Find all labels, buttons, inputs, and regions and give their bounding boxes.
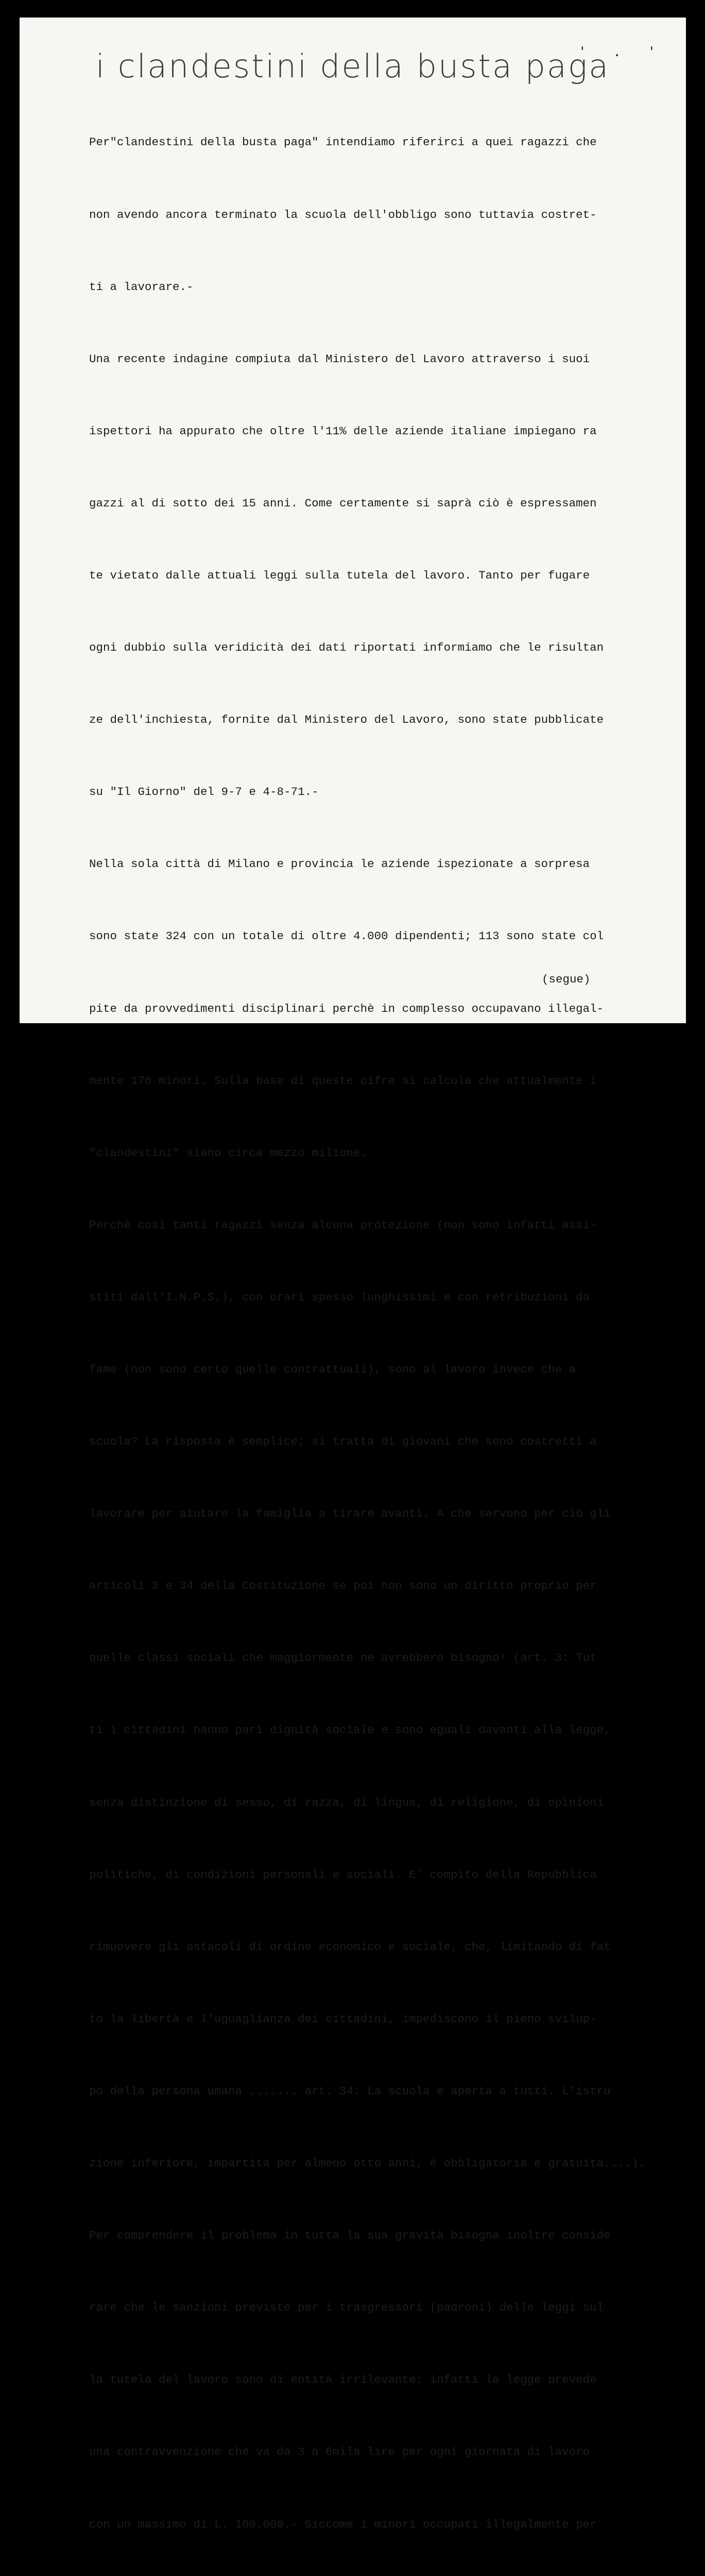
text-line: senza distinzione di sesso, di razza, di lingua, di religione, di opinioni xyxy=(89,1795,604,1809)
text-line: Una recente indagine compiuta dal Ministero del Lavoro attraverso i suoi xyxy=(89,352,590,366)
text-line: articoli 3 e 34 della Costituzione se poi non sono un diritto proprio per xyxy=(89,1579,597,1593)
corner-marks: ' . ' xyxy=(578,44,665,60)
text-line: gazzi al di sotto dei 15 anni. Come certamente si saprà ciò è espressamen xyxy=(89,496,597,510)
text-line: mente 176 minori. Sulla base di queste cifre si calcola che attualmente i xyxy=(89,1074,597,1088)
text-line: fame (non sono certo quelle contrattuali), sono al lavoro invece che a xyxy=(89,1363,576,1376)
text-line: pite da provvedimenti disciplinari perchè in complesso occupavano illegal- xyxy=(89,1002,604,1015)
text-line: ti a lavorare.- xyxy=(89,280,194,294)
text-line: Per"clandestini della busta paga" intendiamo riferirci a quei ragazzi che xyxy=(89,135,597,149)
text-line: zione inferiore, impartita per almeno otto anni, è obbligatoria e gratuita....). xyxy=(89,2157,646,2171)
text-line: la tutela del lavoro sono di entità irrilevante; infatti la legge prevede xyxy=(89,2373,597,2387)
text-line: con un massimo di L. 100.000.- Siccome i minori occupati illegalmente per xyxy=(89,2517,597,2531)
text-line: ti i cittadini hanno pari dignità sociale e sono eguali davanti alla legge, xyxy=(89,1723,611,1737)
continuation-note: (segue) xyxy=(542,973,591,986)
text-line: po della persona umana ....... art. 34: La scuola è aperta a tutti. L'istru xyxy=(89,2084,611,2098)
text-line: "clandestini" siano circa mezzo milione. xyxy=(89,1146,368,1160)
text-line: rimuovere gli ostacoli di ordine economico e sociale, che, limitando di fat xyxy=(89,1940,611,1954)
document-title: i clandestini della busta paga xyxy=(95,47,610,85)
text-line: ze dell'inchiesta, fornite dal Ministero del Lavoro, sono state pubblicate xyxy=(89,713,604,727)
text-line: ogni dubbio sulla veridicità dei dati riportati informiamo che le risultan xyxy=(89,641,604,655)
text-line: scuola? La risposta è semplice; si tratta di giovani che sono costretti a xyxy=(89,1435,597,1449)
text-line: lavorare per aiutare la famiglia a tirare avanti. A che servono per ciò gli xyxy=(89,1507,611,1521)
document-page xyxy=(20,18,686,2531)
text-line: politiche, di condizioni personali e sociali. E' compito della Repubblica xyxy=(89,1868,597,1882)
text-line: Per comprendere il problema in tutta la sua gravità bisogna inoltre conside xyxy=(89,2229,611,2243)
text-line: una contravvenzione che va da 3 a 6mila lire per ogni giornata di lavoro xyxy=(89,2445,590,2459)
text-line: Perchè così tanti ragazzi senza alcuna protezione (non sono infatti assi- xyxy=(89,1218,597,1232)
text-line: stiti dall'I.N.P.S.), con orari spesso lunghissimi e con retribuzioni da xyxy=(89,1290,590,1304)
text-line: ispettori ha appurato che oltre l'11% delle aziende italiane impiegano ra xyxy=(89,424,597,438)
text-line: sono state 324 con un totale di oltre 4.000 dipendenti; 113 sono state col xyxy=(89,929,604,943)
text-line: quelle classi sociali che maggiormente ne avrebbero bisogno! (art. 3: Tut xyxy=(89,1651,597,1665)
text-line: rare che le sanzioni previste per i trasgressori (padroni) delle leggi sul xyxy=(89,2301,604,2315)
text-line: te vietato dalle attuali leggi sulla tutela del lavoro. Tanto per fugare xyxy=(89,568,590,582)
typewritten-body xyxy=(89,82,676,2576)
text-line: su "Il Giorno" del 9-7 e 4-8-71.- xyxy=(89,785,319,799)
text-line: to la libertà e l'uguaglianza dei cittadini, impediscono il pieno svilup- xyxy=(89,2012,597,2026)
text-line: non avendo ancora terminato la scuola dell'obbligo sono tuttavia costret- xyxy=(89,208,597,222)
text-line: Nella sola città di Milano e provincia le aziende ispezionate a sorpresa xyxy=(89,857,590,871)
